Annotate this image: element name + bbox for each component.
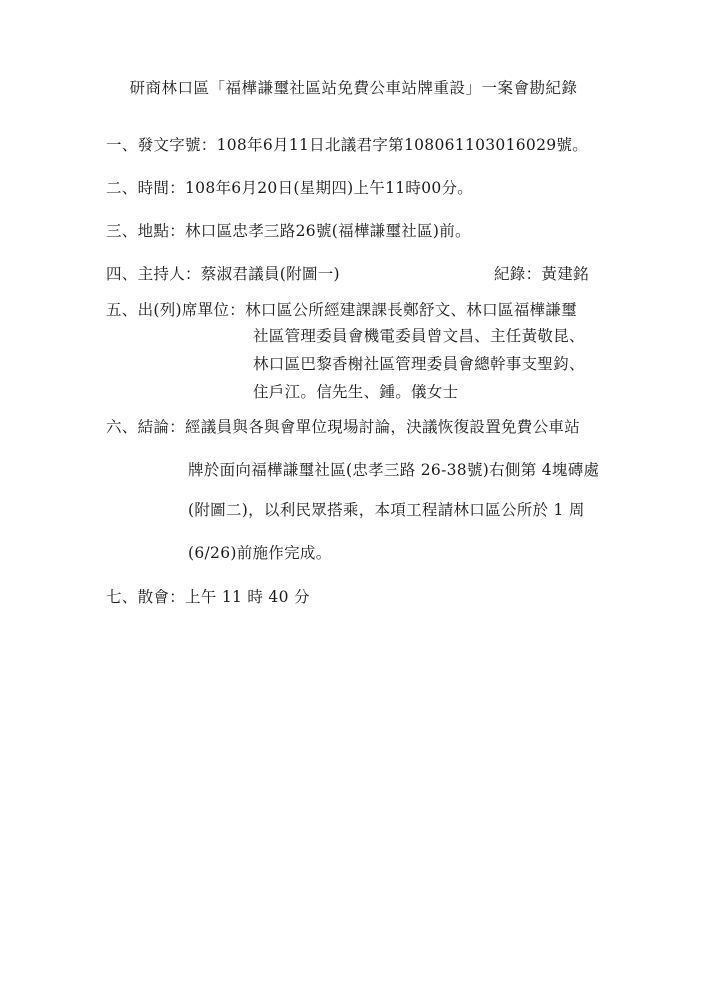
document-title: 研商林口區「福樺謙璽社區站免費公車站牌重設」一案會勘紀錄: [129, 79, 578, 97]
item-attendees-line-3: 林口區巴黎香榭社區管理委員會總幹事支聖鈞、: [253, 355, 585, 373]
item-location: 三、地點：林口區忠孝三路26號(福樺謙璽社區)前。: [106, 222, 471, 240]
item-host: 四、主持人：蔡淑君議員(附圖一): [106, 265, 340, 283]
item-conclusion-line-1: 六、結論：經議員與各與會單位現場討論，決議恢復設置免費公車站: [106, 418, 581, 436]
item-document-number: 一、發文字號：108年6月11日北議君字第108061103016029號。: [106, 136, 588, 154]
item-recorder: 紀錄：黃建銘: [494, 265, 589, 283]
item-time: 二、時間：108年6月20日(星期四)上午11時00分。: [106, 179, 474, 197]
item-conclusion-line-3: (附圖二)，以利民眾搭乘，本項工程請林口區公所於 1 周: [188, 501, 585, 519]
item-attendees-line-4: 住戶江。信先生、鍾。儀女士: [253, 383, 459, 401]
item-conclusion-line-4: (6/26)前施作完成。: [188, 544, 332, 562]
item-attendees-line-2: 社區管理委員會機電委員曾文昌、主任黃敬昆、: [253, 327, 585, 345]
item-conclusion-line-2: 牌於面向福樺謙璽社區(忠孝三路 26-38號)右側第 4塊磚處: [188, 461, 600, 479]
item-attendees-line-1: 五、出(列)席單位：林口區公所經建課課長鄭舒文、林口區福樺謙璽: [106, 301, 577, 319]
item-adjournment: 七、散會：上午 11 時 40 分: [106, 588, 310, 606]
